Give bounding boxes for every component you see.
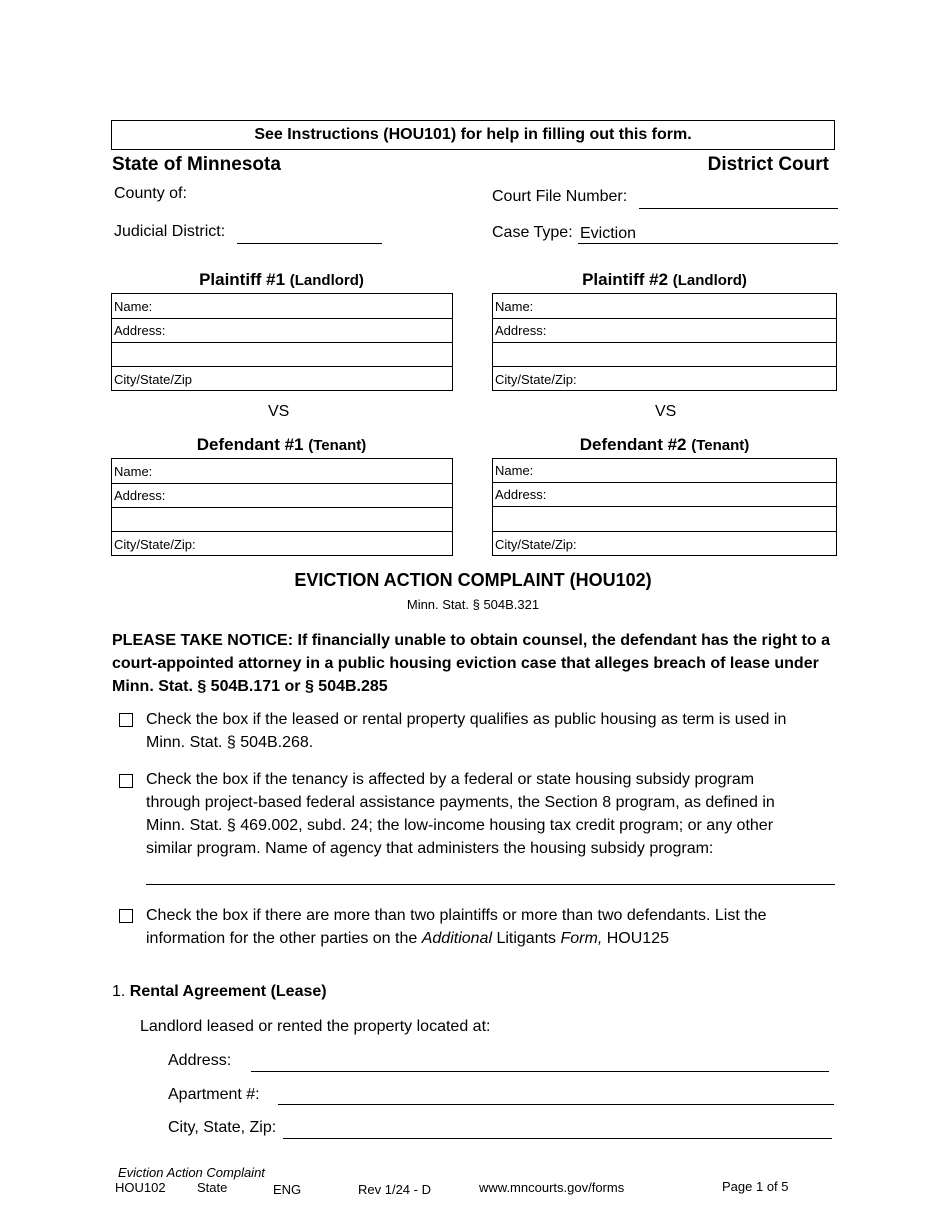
city-state-zip-label: City, State, Zip:: [168, 1119, 277, 1136]
section1-intro: Landlord leased or rented the property located at:: [140, 1018, 491, 1035]
complaint-statute: Minn. Stat. § 504B.321: [406, 597, 540, 612]
plaintiff2-role: (Landlord): [672, 272, 747, 289]
plaintiff2-address-label: Address:: [495, 323, 547, 338]
defendant1-city-label: City/State/Zip:: [114, 536, 196, 552]
footer-form-name: Eviction Action Complaint: [118, 1165, 265, 1180]
county-label: County of:: [114, 185, 187, 202]
plaintiff1-title: Plaintiff #1: [199, 270, 286, 289]
plaintiff2-address2-row[interactable]: [493, 343, 836, 367]
footer-language: ENG: [273, 1182, 302, 1197]
court-file-number-label: Court File Number:: [492, 188, 628, 205]
subsidy-text-line-4: similar program. Name of agency that administers the housing subsidy program:: [146, 840, 714, 857]
case-type-value[interactable]: Eviction: [580, 225, 637, 242]
defendant2-address-row[interactable]: [493, 483, 836, 507]
plaintiff2-heading: [493, 270, 836, 290]
court-file-number-field[interactable]: [639, 208, 838, 209]
more-parties-text: [146, 904, 846, 950]
notice-line-1: PLEASE TAKE NOTICE: If financially unable to obtain counsel, the defendant has the right to a: [112, 632, 830, 649]
plaintiff1-name-label: Name:: [114, 298, 153, 314]
defendant1-address-label: Address:: [114, 488, 166, 503]
complaint-title: EVICTION ACTION COMPLAINT (HOU102): [294, 570, 652, 590]
public-housing-checkbox[interactable]: [119, 713, 133, 727]
versus-label-right: VS: [655, 403, 677, 420]
apartment-field[interactable]: [278, 1104, 834, 1105]
plaintiff2-city-label: City/State/Zip:: [495, 371, 577, 387]
plaintiff1-address-row[interactable]: [112, 319, 452, 343]
section1-heading: [112, 983, 327, 1001]
plaintiff1-role: (Landlord): [289, 272, 364, 289]
more-parties-text-form: Form,: [560, 930, 603, 947]
defendant2-title: Defendant #2: [579, 435, 687, 454]
footer-state: State: [197, 1180, 228, 1195]
defendant1-city-row[interactable]: [112, 532, 452, 556]
notice-line-2: court-appointed attorney in a public housing eviction case that alleges breach of lease under: [112, 655, 819, 672]
plaintiff1-heading: [111, 270, 452, 290]
more-parties-text-additional: Additional: [421, 930, 492, 947]
section1-number: 1.: [112, 983, 126, 1000]
defendant1-heading: [111, 435, 452, 455]
defendant2-role: (Tenant): [691, 437, 750, 454]
housing-subsidy-text: [146, 768, 846, 860]
public-housing-text: [146, 708, 846, 754]
plaintiff1-address-label: Address:: [114, 323, 166, 338]
case-type-label: Case Type:: [492, 224, 573, 241]
more-parties-text-pre: information for the other parties on the: [146, 930, 422, 947]
plaintiff2-address-row[interactable]: [493, 319, 836, 343]
plaintiff2-name-label: Name:: [495, 298, 534, 314]
subsidy-text-line-2: through project-based federal assistance payments, the Section 8 program, as defined in: [146, 794, 775, 811]
case-type-field[interactable]: [578, 243, 838, 244]
footer-url[interactable]: www.mncourts.gov/forms: [479, 1180, 625, 1195]
property-address-label: Address:: [168, 1052, 232, 1069]
defendant2-city-label: City/State/Zip:: [495, 536, 577, 552]
footer-form-code: HOU102: [115, 1180, 166, 1195]
more-parties-text-line-1: Check the box if there are more than two plaintiffs or more than two defendants. List the: [146, 907, 767, 924]
notice-line-3: Minn. Stat. § 504B.171 or § 504B.285: [112, 678, 388, 695]
plaintiff2-table: [492, 293, 837, 391]
instructions-banner: See Instructions (HOU101) for help in filling out this form.: [111, 120, 835, 150]
housing-subsidy-checkbox[interactable]: [119, 774, 133, 788]
defendant1-title: Defendant #1: [196, 435, 304, 454]
state-name: State of Minnesota: [112, 154, 281, 175]
public-housing-text-line-1: Check the box if the leased or rental property qualifies as public housing as term is used in: [146, 711, 787, 728]
more-parties-text-litigants: Litigants: [492, 930, 561, 947]
more-parties-text-code: HOU125: [602, 930, 669, 947]
footer-page-number: Page 1 of 5: [722, 1179, 789, 1194]
defendant1-address-row[interactable]: [112, 484, 452, 508]
plaintiff1-address2-row[interactable]: [112, 343, 452, 367]
subsidy-text-line-3: Minn. Stat. § 469.002, subd. 24; the low-income housing tax credit program; or any other: [146, 817, 774, 834]
defendant1-name-row[interactable]: [112, 459, 452, 484]
section1-title: Rental Agreement (Lease): [129, 983, 327, 1000]
judicial-district-label: Judicial District:: [114, 223, 226, 240]
property-address-field[interactable]: [251, 1071, 829, 1072]
plaintiff1-city-label: City/State/Zip: [114, 371, 193, 387]
public-housing-text-line-2: Minn. Stat. § 504B.268.: [146, 734, 314, 751]
defendant1-address2-row[interactable]: [112, 508, 452, 532]
defendant1-role: (Tenant): [308, 437, 367, 454]
subsidy-text-line-1: Check the box if the tenancy is affected by a federal or state housing subsidy program: [146, 771, 755, 788]
plaintiff2-city-row[interactable]: [493, 367, 836, 391]
city-state-zip-field[interactable]: [283, 1138, 832, 1139]
defendant2-name-label: Name:: [495, 463, 534, 478]
defendant2-heading: [493, 435, 836, 455]
more-parties-checkbox[interactable]: [119, 909, 133, 923]
judicial-district-field[interactable]: [237, 243, 382, 244]
apartment-label: Apartment #:: [168, 1086, 260, 1103]
plaintiff1-name-row[interactable]: [112, 294, 452, 319]
defendant2-address2-row[interactable]: [493, 507, 836, 532]
defendant2-city-row[interactable]: [493, 532, 836, 556]
defendant1-table: [111, 458, 453, 556]
defendant1-name-label: Name:: [114, 463, 153, 479]
plaintiff1-city-row[interactable]: [112, 367, 452, 391]
court-name: District Court: [707, 154, 829, 175]
plaintiff1-table: [111, 293, 453, 391]
versus-label-left: VS: [268, 403, 290, 420]
subsidy-agency-field[interactable]: [146, 884, 835, 885]
defendant2-table: [492, 458, 837, 556]
plaintiff2-title: Plaintiff #2: [582, 270, 669, 289]
defendant2-name-row[interactable]: [493, 459, 836, 483]
public-housing-notice: [112, 629, 842, 698]
more-parties-text-line-2: [146, 927, 846, 950]
plaintiff2-name-row[interactable]: [493, 294, 836, 319]
footer-revision: Rev 1/24 - D: [358, 1182, 431, 1197]
defendant2-address-label: Address:: [495, 487, 547, 502]
